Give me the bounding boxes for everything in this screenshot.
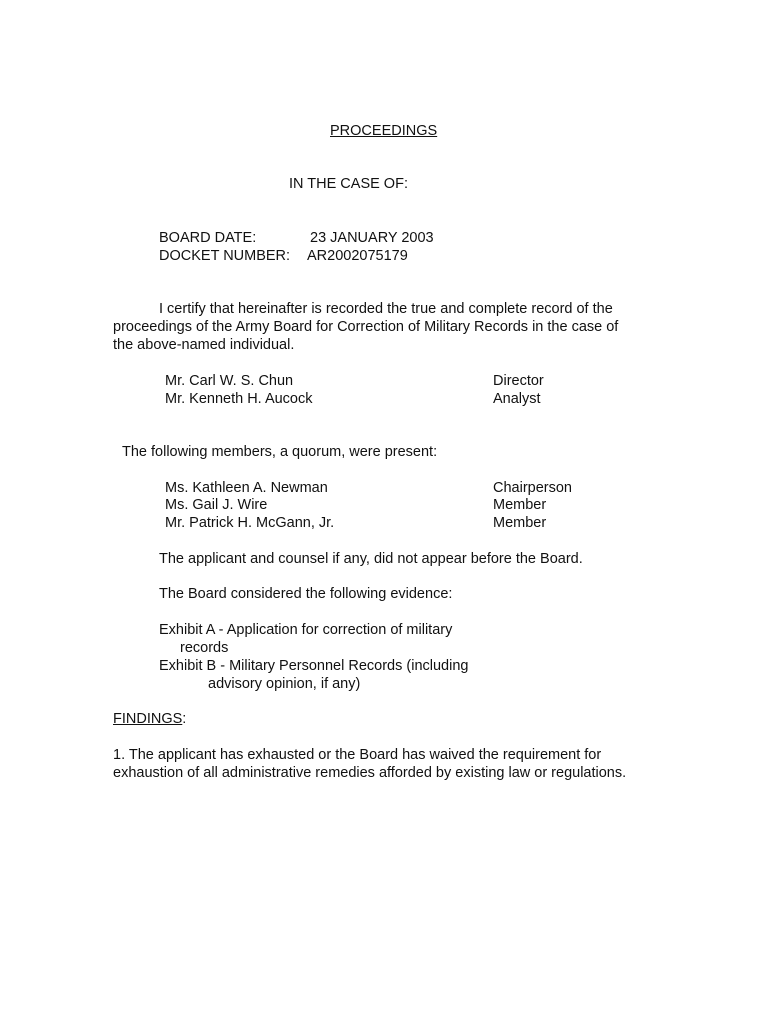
page-title: PROCEEDINGS [330,123,438,139]
certification-line-3: the above-named individual. [113,337,295,353]
certification-line-1: I certify that hereinafter is recorded the true and complete record of the [159,301,613,317]
findings-heading-wrap [113,710,186,728]
staff-name: Mr. Kenneth H. Aucock [165,391,313,407]
member-name: Mr. Patrick H. McGann, Jr. [165,515,335,531]
certification-line-2: proceedings of the Army Board for Correction of Military Records in the case of [113,319,619,335]
staff-role: Director [493,373,544,389]
board-date-value: 23 JANUARY 2003 [310,230,434,246]
member-name: Ms. Gail J. Wire [165,497,268,513]
finding-1-line-1: 1. The applicant has exhausted or the Board has waived the requirement for [113,747,602,763]
exhibit-b-line-1: Exhibit B - Military Personnel Records (including [159,658,469,674]
board-date-label: BOARD DATE: [159,230,257,246]
docket-number-value: AR2002075179 [307,248,408,264]
finding-1-line-2: exhaustion of all administrative remedies afforded by existing law or regulations. [113,765,627,781]
staff-name: Mr. Carl W. S. Chun [165,373,294,389]
exhibit-b-line-2: advisory opinion, if any) [208,676,361,692]
findings-heading: FINDINGS [113,711,183,727]
findings-colon: : [182,711,187,727]
appearance-line: The applicant and counsel if any, did not appear before the Board. [159,551,583,567]
member-role: Member [493,497,547,513]
case-line: IN THE CASE OF: [289,176,408,192]
member-role: Chairperson [493,480,572,496]
quorum-line: The following members, a quorum, were present: [122,444,438,460]
exhibit-a-line-2: records [180,640,229,656]
docket-number-label: DOCKET NUMBER: [159,248,291,264]
evidence-line: The Board considered the following evidence: [159,586,453,602]
exhibit-a-line-1: Exhibit A - Application for correction of military [159,622,453,638]
member-role: Member [493,515,547,531]
staff-role: Analyst [493,391,541,407]
member-name: Ms. Kathleen A. Newman [165,480,328,496]
